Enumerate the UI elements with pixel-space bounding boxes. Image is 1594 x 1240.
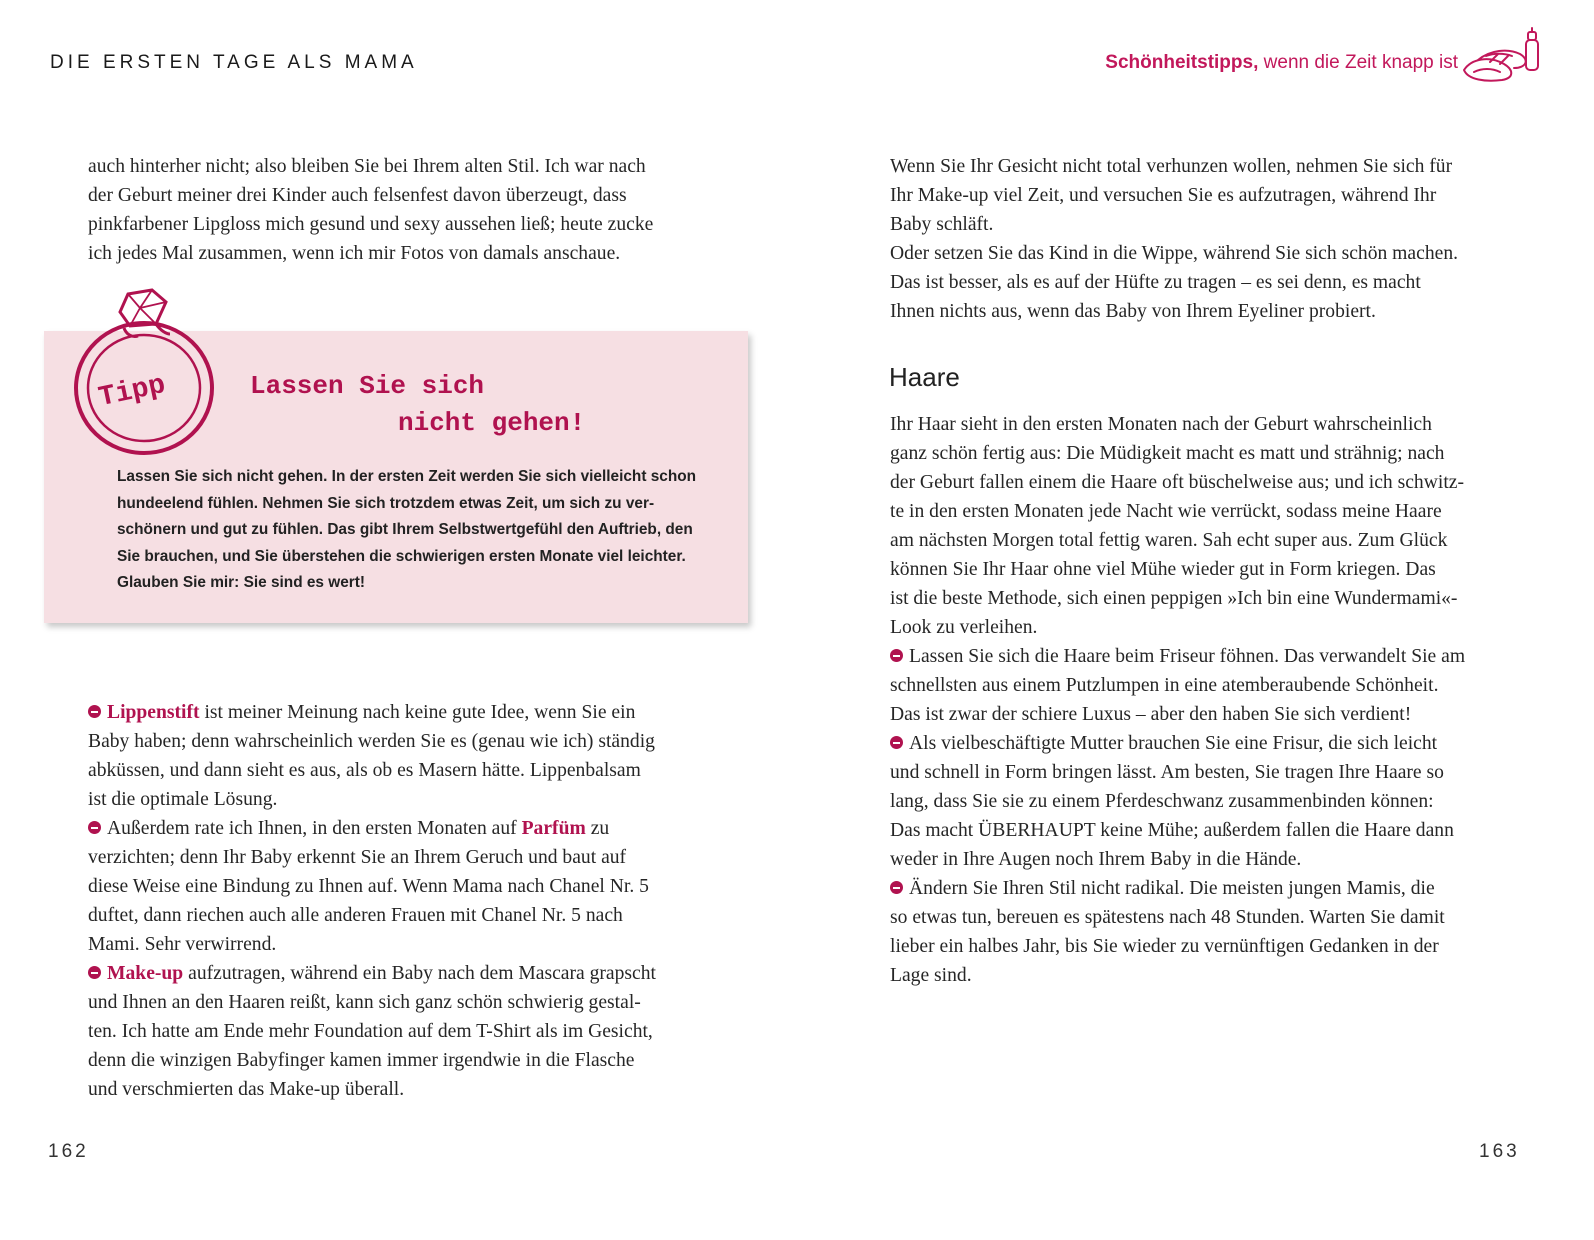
keyword-highlight: Lippenstift <box>107 702 200 723</box>
text-line: ten. Ich hatte am Ende mehr Foundation auf dem T-Shirt als im Gesicht, <box>88 1021 653 1042</box>
text-line: und schnell in Form bringen lässt. Am besten, Sie tragen Ihre Haare so <box>890 762 1444 783</box>
bullet-item <box>88 698 708 727</box>
text-span: Ändern Sie Ihren Stil nicht radikal. Die meisten jungen Mamis, die <box>909 878 1435 899</box>
bullet-minus-icon <box>890 881 903 894</box>
running-title-left: DIE ERSTEN TAGE ALS MAMA <box>50 52 418 73</box>
text-span: ist meiner Meinung nach keine gute Idee, wenn Sie ein <box>199 702 636 723</box>
bullet-minus-icon <box>88 966 101 979</box>
keyword-highlight: Make-up <box>107 963 184 984</box>
page-number-right: 163 <box>1479 1141 1520 1162</box>
bullet-minus-icon <box>88 821 101 834</box>
ballet-shoes-icon <box>1460 26 1544 92</box>
text-line: Look zu verleihen. <box>890 617 1038 638</box>
text-line: Lage sind. <box>890 965 972 986</box>
bullet-minus-icon <box>890 649 903 662</box>
text-span: Lassen Sie sich die Haare beim Friseur föhnen. Das verwandelt Sie am <box>909 646 1466 667</box>
bullet-item <box>88 959 708 988</box>
right-intro-paragraph <box>890 152 1500 326</box>
text-span: aufzutragen, während ein Baby nach dem Mascara grapscht <box>183 963 656 984</box>
tip-body-line: Glauben Sie mir: Sie sind es wert! <box>117 574 366 592</box>
text-line: lieber ein halbes Jahr, bis Sie wieder zu vernünftigen Gedanken in der <box>890 936 1439 957</box>
keyword-highlight: Parfüm <box>521 818 586 839</box>
tip-heading <box>250 368 670 442</box>
text-line: Das ist besser, als es auf der Hüfte zu tragen – es sei denn, es macht <box>890 272 1421 293</box>
text-line: ganz schön fertig aus: Die Müdigkeit macht es matt und strähnig; nach <box>890 443 1445 464</box>
text-line: lang, dass Sie sie zu einem Pferdeschwanz zusammenbinden können: <box>890 791 1434 812</box>
running-title-right-strong: Schönheitstipps, <box>1105 52 1259 73</box>
tip-body-line: Sie brauchen, und Sie überstehen die schwierigen ersten Monate viel leichter. <box>117 547 686 565</box>
bullet-item <box>88 814 708 843</box>
text-line: denn die winzigen Babyfinger kamen immer irgendwie in die Flasche <box>88 1050 635 1071</box>
bullet-minus-icon <box>890 736 903 749</box>
running-title-right <box>1105 52 1458 74</box>
bullet-item <box>890 874 1500 903</box>
tip-body-line: Lassen Sie sich nicht gehen. In der ersten Zeit werden Sie sich vielleicht schon <box>117 468 697 485</box>
left-bullet-list <box>88 698 708 1104</box>
text-line: te in den ersten Monaten jede Nacht wie verrückt, sodass meine Haare <box>890 501 1442 522</box>
running-title-right-rest: wenn die Zeit knapp ist <box>1258 52 1458 73</box>
bullet-item <box>890 642 1500 671</box>
text-line: der Geburt meiner drei Kinder auch felsenfest davon überzeugt, dass <box>88 185 627 206</box>
text-line: der Geburt fallen einem die Haare oft büschelweise aus; und ich schwitz- <box>890 472 1464 493</box>
text-line: diese Weise eine Bindung zu Ihnen auf. Wenn Mama nach Chanel Nr. 5 <box>88 876 649 897</box>
text-line: ist die optimale Lösung. <box>88 789 278 810</box>
text-line: Das ist zwar der schiere Luxus – aber den haben Sie sich verdient! <box>890 704 1412 725</box>
text-line: ich jedes Mal zusammen, wenn ich mir Fotos von damals anschaue. <box>88 243 621 264</box>
tip-heading-line: Lassen Sie sich <box>250 371 485 401</box>
section-heading: Haare <box>889 362 960 392</box>
tip-ring-label: Tipp <box>96 369 169 415</box>
tip-ring-icon <box>64 284 234 460</box>
text-line: Das macht ÜBERHAUPT keine Mühe; außerdem fallen die Haare dann <box>890 820 1454 841</box>
tip-heading-line: nicht gehen! <box>398 408 586 438</box>
text-line: am nächsten Morgen total fettig waren. Sah echt super aus. Zum Glück <box>890 530 1448 551</box>
text-line: und Ihnen an den Haaren reißt, kann sich ganz schön schwierig gestal- <box>88 992 641 1013</box>
tip-body <box>117 464 717 597</box>
left-intro-paragraph <box>88 152 708 268</box>
page-number-left: 162 <box>48 1141 89 1162</box>
text-line: pinkfarbener Lipgloss mich gesund und sexy aussehen ließ; heute zucke <box>88 214 654 235</box>
bullet-minus-icon <box>88 705 101 718</box>
text-line: können Sie Ihr Haar ohne viel Mühe wieder gut in Form kriegen. Das <box>890 559 1436 580</box>
bullet-item <box>890 729 1500 758</box>
text-line: Wenn Sie Ihr Gesicht nicht total verhunzen wollen, nehmen Sie sich für <box>890 156 1453 177</box>
text-line: Oder setzen Sie das Kind in die Wippe, während Sie sich schön machen. <box>890 243 1459 264</box>
text-line: ist die beste Methode, sich einen peppigen »Ich bin eine Wundermami«- <box>890 588 1458 609</box>
text-line: schnellsten aus einem Putzlumpen in eine atemberaubende Schönheit. <box>890 675 1439 696</box>
tip-body-line: schönern und gut zu fühlen. Das gibt Ihrem Selbstwertgefühl den Auftrieb, den <box>117 521 693 539</box>
text-span: Außerdem rate ich Ihnen, in den ersten Monaten auf <box>107 818 522 839</box>
text-line: Ihr Haar sieht in den ersten Monaten nach der Geburt wahrscheinlich <box>890 414 1432 435</box>
text-line: weder in Ihre Augen noch Ihrem Baby in die Hände. <box>890 849 1302 870</box>
text-span: zu <box>585 818 610 839</box>
text-line: und verschmierten das Make-up überall. <box>88 1079 405 1100</box>
text-line: duftet, dann riechen auch alle anderen Frauen mit Chanel Nr. 5 nach <box>88 905 623 926</box>
text-span: Als vielbeschäftigte Mutter brauchen Sie eine Frisur, die sich leicht <box>909 733 1438 754</box>
tip-body-line: hundeelend fühlen. Nehmen Sie sich trotzdem etwas Zeit, um sich zu ver- <box>117 494 655 512</box>
text-line: Baby haben; denn wahrscheinlich werden Sie es (genau wie ich) ständig <box>88 731 655 752</box>
text-line: abküssen, und dann sieht es aus, als ob es Masern hätte. Lippenbalsam <box>88 760 641 781</box>
text-line: auch hinterher nicht; also bleiben Sie bei Ihrem alten Stil. Ich war nach <box>88 156 646 177</box>
text-line: verzichten; denn Ihr Baby erkennt Sie an Ihrem Geruch und baut auf <box>88 847 627 868</box>
right-section-body <box>890 410 1500 990</box>
text-line: Mami. Sehr verwirrend. <box>88 934 277 955</box>
text-line: Ihr Make-up viel Zeit, und versuchen Sie es aufzutragen, während Ihr <box>890 185 1437 206</box>
text-line: Baby schläft. <box>890 214 994 235</box>
text-line: so etwas tun, bereuen es spätestens nach 48 Stunden. Warten Sie damit <box>890 907 1445 928</box>
text-line: Ihnen nichts aus, wenn das Baby von Ihrem Eyeliner probiert. <box>890 301 1376 322</box>
